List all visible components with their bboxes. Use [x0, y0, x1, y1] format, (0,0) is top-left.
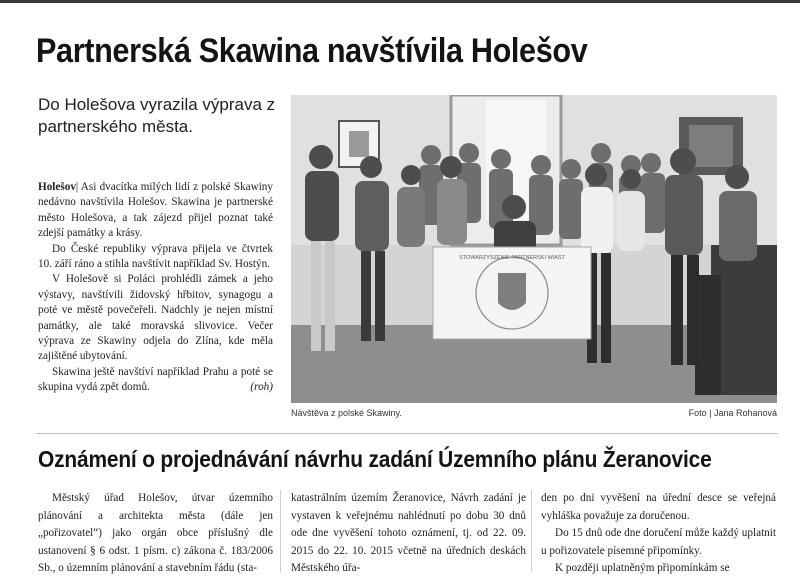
paragraph-4-text: Skawina ještě navštíví například Prahu a poté se skupina vydá zpět domů. [38, 365, 273, 394]
paragraph-3: V Holešově si Poláci prohlédli zámek a jeho výstavy, navštívili židovský hřbitov, synagogu a poté ve městě povečeřeli. Nadchly je nejen místní památky, ale také moravská slivovice. Večer výprava ze Skawiny odjela do Zlína, kde měla zajištěné ubytování. [38, 273, 273, 363]
photo-caption [291, 408, 777, 422]
column-divider-2 [531, 490, 532, 572]
article2-column-3 [541, 490, 776, 578]
article-body [38, 180, 273, 396]
article2-col2-text: katastrálním územím Žeranovice, Návrh zadání je vystaven k veřejnému nahlédnutí po dobu 30 dnů ode dne vyvěšení tohoto oznámení, tj. od 22. 09. 2015 do 22. 10. 2015 včetně na úředních deskách Městského úřa- [291, 492, 526, 575]
dateline-place: Holešov [38, 181, 76, 193]
article2-col3-p1: den po dni vyvěšení na úřední desce se veřejná vyhláška považuje za doručenou. [541, 492, 776, 522]
flag-text: STOWARZYSZENIE PARTNERSKI WIAST [459, 255, 565, 261]
photo-credit: Foto | Jana Rohanová [688, 408, 777, 418]
column-divider-1 [280, 490, 281, 572]
headline: Partnerská Skawina navštívila Holešov [36, 32, 588, 70]
article2-col1-text: Městský úřad Holešov, útvar územního plánování a architekta města (dále jen „pořizovatel“) jako orgán obce příslušný dle ustanovení § 6 odst. 1 písm. c) zákona č. 183/2006 Sb., o územním plánování a stavebním řádu (sta- [38, 492, 273, 575]
group-photo-illustration [291, 95, 777, 403]
paragraph-4 [38, 365, 273, 396]
author-signature: (roh) [250, 381, 273, 394]
article2-column-1 [38, 490, 273, 578]
article2-col3-p2: Do 15 dnů ode dne doručení může každý uplatnit u pořizovatele písemné připomínky. [541, 527, 776, 557]
top-rule [0, 0, 800, 3]
lead-paragraph: Do Holešova vyrazila výprava z partnerského města. [38, 95, 276, 136]
article2-col3-p3: K později uplatněným připomínkám se [555, 562, 730, 575]
paragraph-2: Do České republiky výprava přijela ve čtvrtek 10. září ráno a stihla navštívit například Sv. Hostýn. [38, 242, 273, 271]
paragraph-1-text: | Asi dvacítka milých lidí z polské Skawiny nedávno navštívila Holešov. Skawina je partnerské město Holešova, a tak zájezd přijel poznat také zdejší památky a krásy. [38, 181, 273, 240]
paragraph-1 [38, 180, 273, 242]
section-divider [36, 433, 778, 434]
group-photo [291, 95, 777, 403]
caption-text: Návštěva z polské Skawiny. [291, 408, 402, 418]
article2-column-2 [291, 490, 526, 578]
headline-2: Oznámení o projednávání návrhu zadání Územního plánu Žeranovice [38, 446, 712, 472]
